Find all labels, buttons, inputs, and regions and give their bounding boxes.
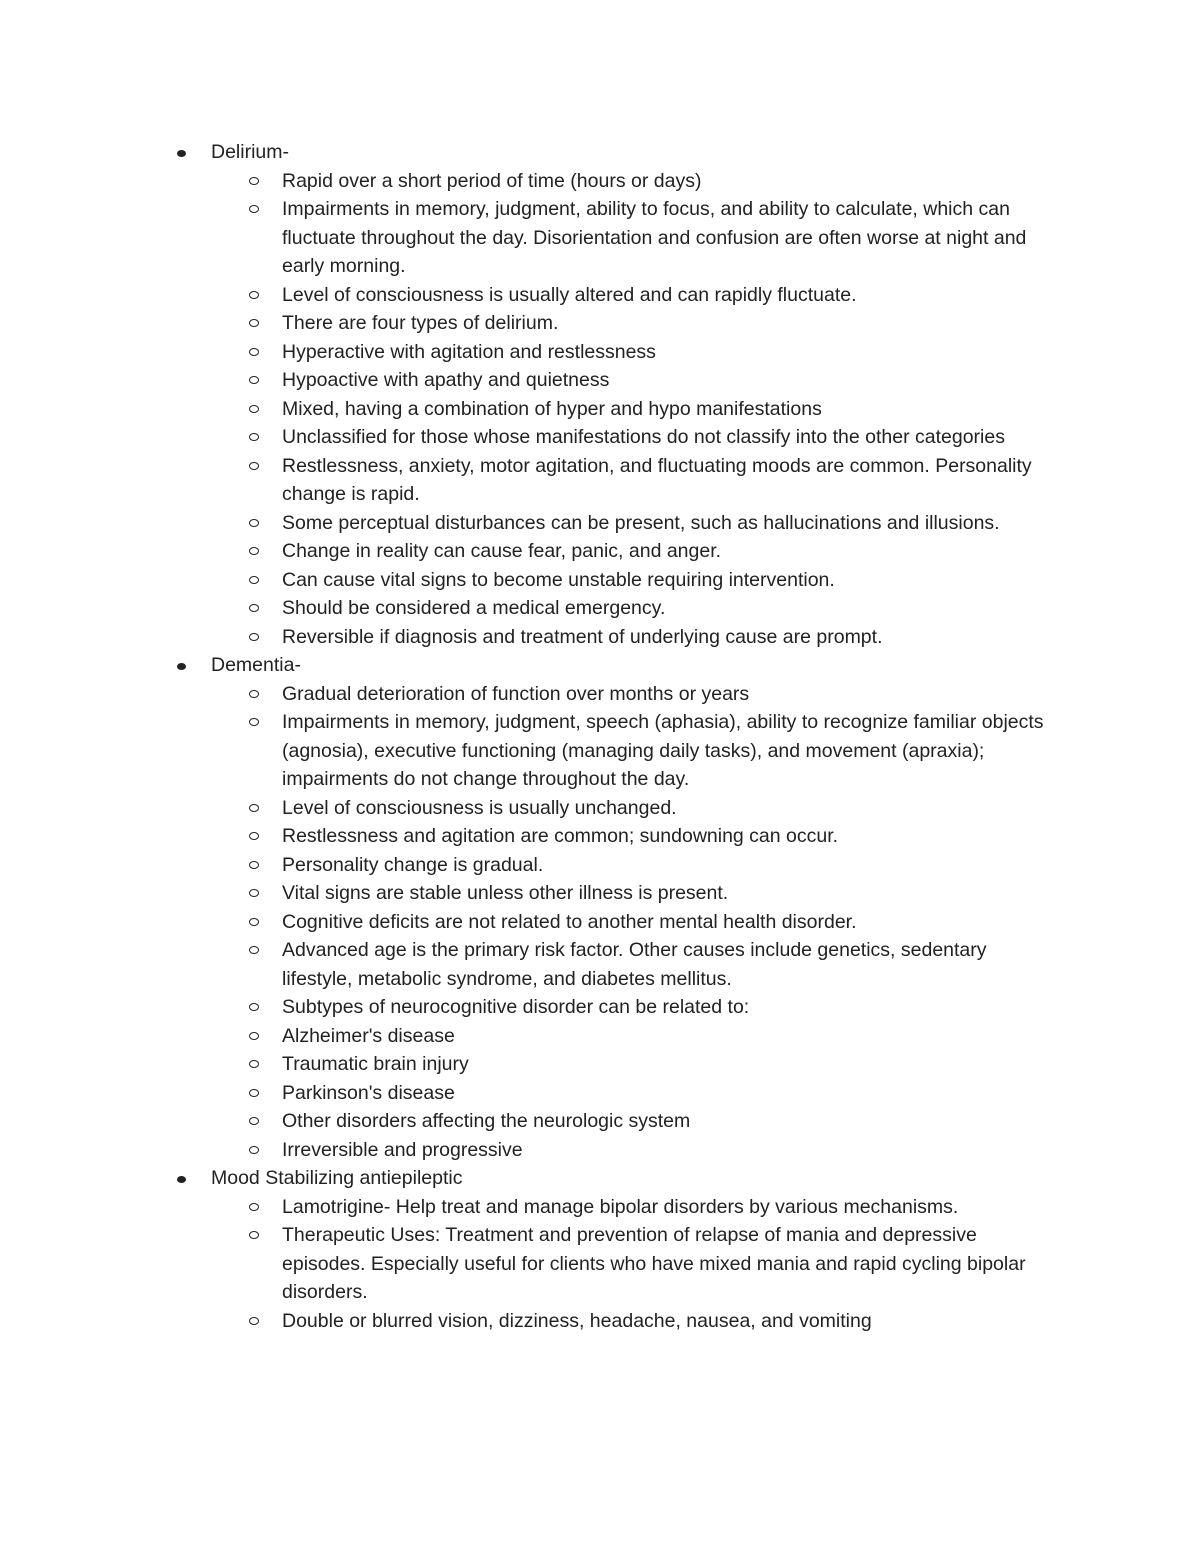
hollow-bullet-icon <box>249 405 259 413</box>
list-item-text: Should be considered a medical emergency. <box>282 597 666 619</box>
list-item-text: Unclassified for those whose manifestations do not classify into the other categories <box>282 426 1005 448</box>
section-heading-item <box>0 1164 1200 1193</box>
list-item-text: Vital signs are stable unless other illness is present. <box>282 882 729 904</box>
list-item <box>0 395 1200 424</box>
list-item-text: Some perceptual disturbances can be present, such as hallucinations and illusions. <box>282 511 1000 534</box>
hollow-bullet-icon <box>249 604 259 612</box>
list-item-text: Mixed, having a combination of hyper and hypo manifestations <box>282 397 822 420</box>
hollow-bullet-icon <box>249 547 259 555</box>
list-item <box>0 680 1200 709</box>
hollow-bullet-icon <box>249 1117 259 1125</box>
section-heading: Delirium- <box>211 141 289 163</box>
list-item <box>0 1193 1200 1222</box>
list-item-text: Restlessness and agitation are common; sundowning can occur. <box>282 825 839 847</box>
list-item-text: There are four types of delirium. <box>282 312 559 334</box>
hollow-bullet-icon <box>249 1003 259 1011</box>
hollow-bullet-icon <box>249 718 259 726</box>
list-item <box>0 908 1200 937</box>
list-item-text: Rapid over a short period of time (hours or days) <box>282 169 702 192</box>
list-item-text: Hyperactive with agitation and restlessness <box>282 340 656 363</box>
list-item <box>0 452 1200 509</box>
list-item <box>0 594 1200 623</box>
hollow-bullet-icon <box>249 433 259 441</box>
list-item <box>0 509 1200 538</box>
hollow-bullet-icon <box>249 462 259 470</box>
list-item-text: Restlessness, anxiety, motor agitation, and fluctuating moods are common. Personality change is rapid. <box>282 454 1032 505</box>
filled-bullet-icon <box>177 150 186 157</box>
list-item <box>0 822 1200 851</box>
hollow-bullet-icon <box>249 291 259 299</box>
hollow-bullet-icon <box>249 1146 259 1154</box>
list-item <box>0 281 1200 310</box>
list-item-text: Irreversible and progressive <box>282 1138 523 1161</box>
list-item <box>0 423 1200 452</box>
sub-bullet-list <box>0 1193 1200 1336</box>
list-item <box>0 936 1200 993</box>
list-item <box>0 1022 1200 1051</box>
hollow-bullet-icon <box>249 376 259 384</box>
list-item <box>0 566 1200 595</box>
hollow-bullet-icon <box>249 804 259 812</box>
hollow-bullet-icon <box>249 1203 259 1211</box>
list-item <box>0 1307 1200 1336</box>
list-item <box>0 794 1200 823</box>
hollow-bullet-icon <box>249 1032 259 1040</box>
hollow-bullet-icon <box>249 519 259 527</box>
hollow-bullet-icon <box>249 319 259 327</box>
list-item-text: Advanced age is the primary risk factor. Other causes include genetics, sedentary lifestyle, metabolic syndrome, and diabetes mellitus. <box>282 939 987 990</box>
section-dementia <box>0 651 1200 1164</box>
list-item-text: Impairments in memory, judgment, speech (aphasia), ability to recognize familiar objects (agnosia), executive functioning (managing daily tasks), and movement (apraxia); impairments do not change throughout the day. <box>282 711 1044 790</box>
list-item <box>0 1136 1200 1165</box>
hollow-bullet-icon <box>249 576 259 584</box>
hollow-bullet-icon <box>249 832 259 840</box>
hollow-bullet-icon <box>249 946 259 954</box>
list-item <box>0 993 1200 1022</box>
list-item-text: Alzheimer's disease <box>282 1024 455 1047</box>
list-item-text: Parkinson's disease <box>282 1081 455 1104</box>
list-item-text: Gradual deterioration of function over months or years <box>282 682 750 705</box>
list-item-text: Traumatic brain injury <box>282 1053 469 1075</box>
list-item <box>0 851 1200 880</box>
list-item <box>0 195 1200 281</box>
list-item-text: Change in reality can cause fear, panic, and anger. <box>282 540 722 562</box>
list-item <box>0 1221 1200 1307</box>
list-item-text: Other disorders affecting the neurologic system <box>282 1110 691 1132</box>
hollow-bullet-icon <box>249 1231 259 1239</box>
list-item <box>0 338 1200 367</box>
list-item <box>0 623 1200 652</box>
list-item-text: Therapeutic Uses: Treatment and prevention of relapse of mania and depressive episodes. Especially useful for clients who have mixed mania and rapid cycling bipolar disorders. <box>282 1224 1026 1303</box>
section-delirium <box>0 138 1200 651</box>
hollow-bullet-icon <box>249 889 259 897</box>
hollow-bullet-icon <box>249 1317 259 1325</box>
list-item-text: Level of consciousness is usually altered and can rapidly fluctuate. <box>282 283 857 306</box>
list-item-text: Subtypes of neurocognitive disorder can be related to: <box>282 996 750 1018</box>
sub-bullet-list <box>0 680 1200 1165</box>
section-mood-stabilizing <box>0 1164 1200 1335</box>
list-item <box>0 879 1200 908</box>
list-item-text: Personality change is gradual. <box>282 853 544 876</box>
list-item <box>0 366 1200 395</box>
section-heading: Mood Stabilizing antiepileptic <box>211 1167 463 1189</box>
filled-bullet-icon <box>177 1176 186 1183</box>
hollow-bullet-icon <box>249 861 259 869</box>
hollow-bullet-icon <box>249 205 259 213</box>
list-item-text: Hypoactive with apathy and quietness <box>282 369 610 391</box>
hollow-bullet-icon <box>249 348 259 356</box>
list-item-text: Reversible if diagnosis and treatment of underlying cause are prompt. <box>282 625 883 648</box>
list-item-text: Double or blurred vision, dizziness, headache, nausea, and vomiting <box>282 1309 872 1332</box>
sub-bullet-list <box>0 167 1200 652</box>
list-item-text: Can cause vital signs to become unstable requiring intervention. <box>282 568 835 591</box>
hollow-bullet-icon <box>249 918 259 926</box>
hollow-bullet-icon <box>249 1060 259 1068</box>
section-heading-item <box>0 138 1200 167</box>
section-heading-item <box>0 651 1200 680</box>
section-heading: Dementia- <box>211 654 301 676</box>
list-item-text: Lamotrigine- Help treat and manage bipolar disorders by various mechanisms. <box>282 1195 959 1218</box>
list-item-text: Level of consciousness is usually unchanged. <box>282 796 677 819</box>
hollow-bullet-icon <box>249 690 259 698</box>
hollow-bullet-icon <box>249 177 259 185</box>
list-item-text: Impairments in memory, judgment, ability to focus, and ability to calculate, which can fluctuate throughout the day. Disorientation and confusion are often worse at night and early morning. <box>282 198 1027 277</box>
list-item <box>0 309 1200 338</box>
hollow-bullet-icon <box>249 633 259 641</box>
list-item <box>0 708 1200 794</box>
list-item <box>0 1050 1200 1079</box>
list-item <box>0 1079 1200 1108</box>
list-item <box>0 537 1200 566</box>
filled-bullet-icon <box>177 663 186 670</box>
list-item-text: Cognitive deficits are not related to another mental health disorder. <box>282 910 857 933</box>
document-body <box>0 138 1200 1335</box>
hollow-bullet-icon <box>249 1089 259 1097</box>
list-item <box>0 167 1200 196</box>
list-item <box>0 1107 1200 1136</box>
